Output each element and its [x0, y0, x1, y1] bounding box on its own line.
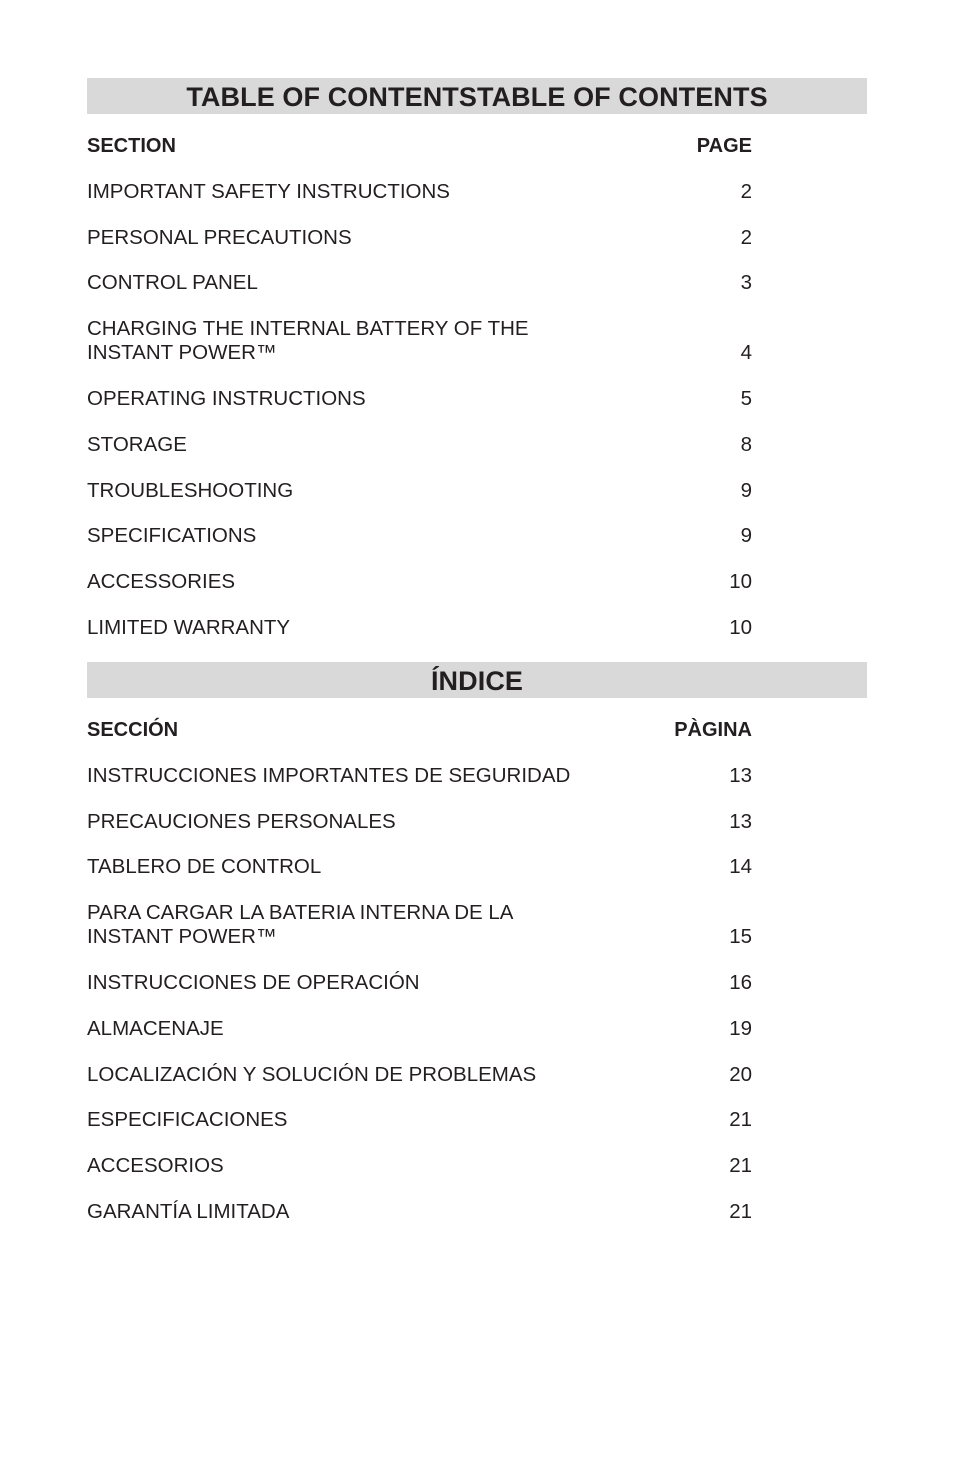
page-column-label: PÀGINA	[674, 719, 752, 741]
toc-entry[interactable]	[87, 570, 752, 594]
toc-entry-page: 9	[740, 524, 752, 547]
toc-entry-title: PERSONAL PRECAUTIONS	[87, 226, 352, 249]
toc-entry-title-line1: PARA CARGAR LA BATERIA INTERNA DE LA	[87, 901, 514, 924]
toc-entry-page: 21	[729, 1108, 752, 1131]
toc-entry-title: ESPECIFICACIONES	[87, 1108, 288, 1131]
toc-entry-page: 15	[729, 925, 752, 948]
toc-entry[interactable]	[87, 1108, 752, 1132]
toc-entry-page: 16	[729, 971, 752, 994]
toc-entry-page: 8	[740, 433, 752, 456]
toc-entry[interactable]	[87, 855, 752, 879]
toc-entry-title: ACCESSORIES	[87, 570, 236, 593]
toc-entry-title-line2: INSTANT POWER™	[87, 341, 277, 364]
toc-entry-page: 2	[740, 180, 752, 203]
toc-entry-title: LIMITED WARRANTY	[87, 616, 291, 639]
toc-entry-page: 10	[729, 570, 752, 593]
toc-entry[interactable]	[87, 226, 752, 250]
toc-entry-title-line1: CHARGING THE INTERNAL BATTERY OF THE	[87, 317, 529, 340]
toc-heading-spanish: ÍNDICE	[87, 662, 867, 698]
toc-entry-page: 20	[729, 1063, 752, 1086]
toc-entry-page: 2	[740, 226, 752, 249]
toc-entry-page: 5	[740, 387, 752, 410]
toc-entry-page: 13	[729, 764, 752, 787]
toc-entry[interactable]	[87, 387, 752, 411]
toc-entry-title: OPERATING INSTRUCTIONS	[87, 387, 366, 410]
toc-entry[interactable]	[87, 971, 752, 995]
page-column-label: PAGE	[696, 135, 752, 157]
toc-entry[interactable]	[87, 479, 752, 503]
toc-entry[interactable]	[87, 180, 752, 204]
toc-entry-page: 10	[729, 616, 752, 639]
toc-entry-page: 3	[740, 271, 752, 294]
toc-entry[interactable]	[87, 317, 752, 365]
section-column-label: SECCIÓN	[87, 719, 179, 741]
toc-entry[interactable]	[87, 524, 752, 548]
toc-entry-title: GARANTÍA LIMITADA	[87, 1200, 290, 1223]
toc-entry-title-line2: INSTANT POWER™	[87, 925, 277, 948]
toc-entry-page: 9	[740, 479, 752, 502]
toc-entry[interactable]	[87, 901, 752, 949]
toc-entry-title: TROUBLESHOOTING	[87, 479, 294, 502]
toc-entry-title: INSTRUCCIONES IMPORTANTES DE SEGURIDAD	[87, 764, 571, 787]
toc-entry[interactable]	[87, 764, 752, 788]
toc-entry-title: IMPORTANT SAFETY INSTRUCTIONS	[87, 180, 450, 203]
toc-entry-page: 21	[729, 1200, 752, 1223]
toc-entry[interactable]	[87, 810, 752, 834]
toc-entry-page: 19	[729, 1017, 752, 1040]
toc-entry-title: PRECAUCIONES PERSONALES	[87, 810, 396, 833]
toc-entry[interactable]	[87, 1017, 752, 1041]
toc-entry-title: CONTROL PANEL	[87, 271, 258, 294]
toc-entry-title: INSTRUCCIONES DE OPERACIÓN	[87, 971, 420, 994]
toc-entry-title: STORAGE	[87, 433, 187, 456]
toc-column-headers-english	[87, 134, 752, 158]
toc-entry-title: LOCALIZACIÓN Y SOLUCIÓN DE PROBLEMAS	[87, 1063, 537, 1086]
toc-entry[interactable]	[87, 433, 752, 457]
toc-heading-english: TABLE OF CONTENTSTABLE OF CONTENTS	[87, 78, 867, 114]
toc-entry-title: ALMACENAJE	[87, 1017, 224, 1040]
toc-entry-page: 13	[729, 810, 752, 833]
toc-entry-title: TABLERO DE CONTROL	[87, 855, 322, 878]
section-column-label: SECTION	[87, 135, 176, 157]
toc-entry-title: ACCESORIOS	[87, 1154, 224, 1177]
toc-entry[interactable]	[87, 1154, 752, 1178]
toc-entry-page: 21	[729, 1154, 752, 1177]
toc-entry[interactable]	[87, 616, 752, 640]
toc-entry-title: SPECIFICATIONS	[87, 524, 257, 547]
toc-entry-page: 4	[740, 341, 752, 364]
toc-entry[interactable]	[87, 1200, 752, 1224]
toc-entry-page: 14	[729, 855, 752, 878]
toc-column-headers-spanish	[87, 718, 752, 742]
toc-entry[interactable]	[87, 271, 752, 295]
toc-entry[interactable]	[87, 1063, 752, 1087]
